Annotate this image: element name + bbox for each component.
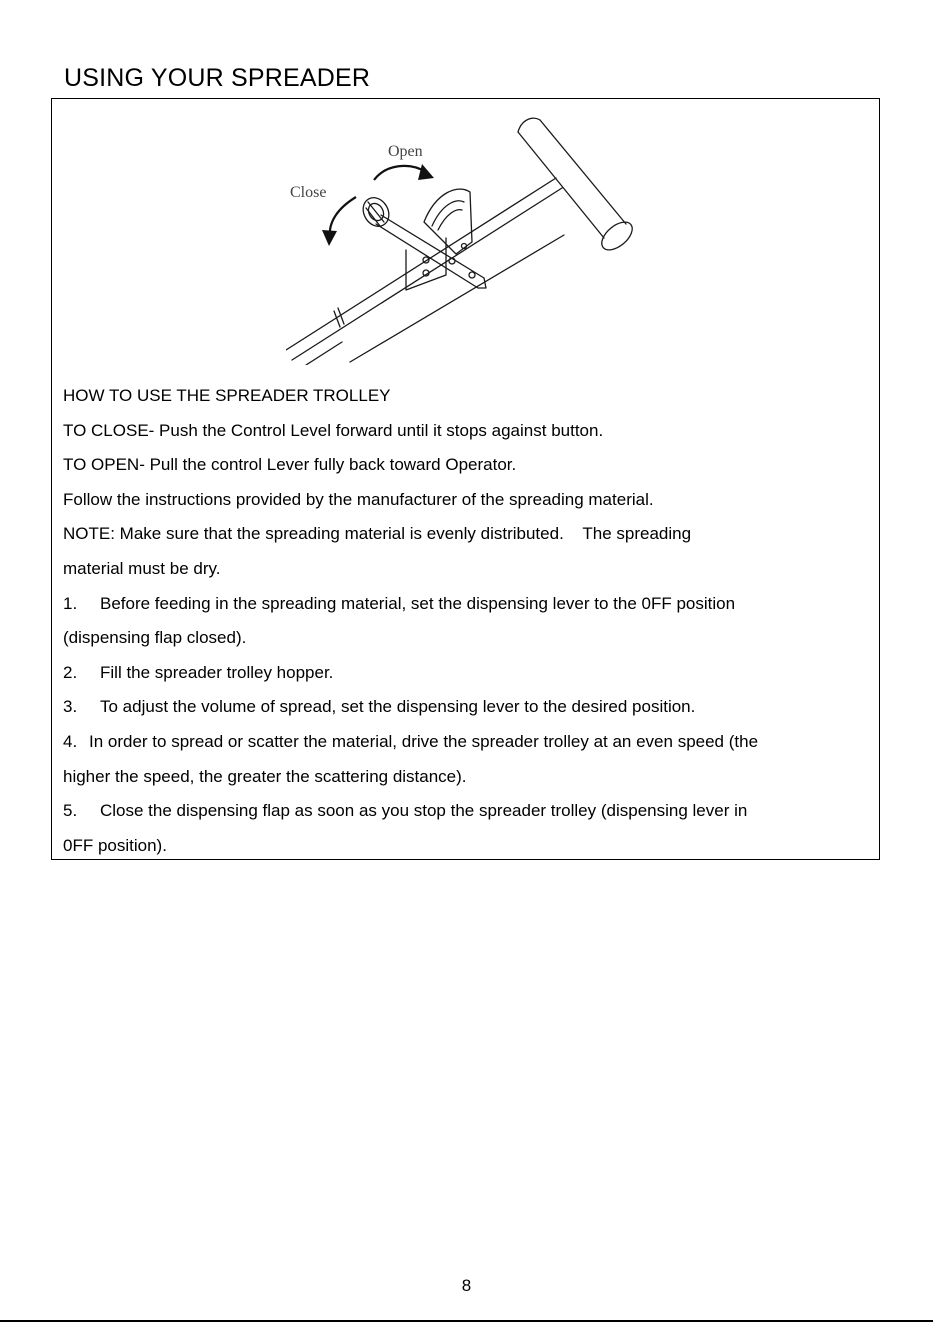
step-5-continued: 0FF position).	[63, 835, 167, 855]
close-label: Close	[290, 184, 327, 201]
footer-divider	[0, 1320, 933, 1322]
step-1	[63, 587, 875, 622]
instructions-text	[63, 379, 875, 863]
step-5-text: Close the dispensing flap as soon as you stop the spreader trolley (dispensing lever in	[100, 801, 748, 821]
follow-instruction: Follow the instructions provided by the manufacturer of the spreading material.	[63, 489, 654, 509]
open-label: Open	[388, 143, 423, 160]
step-2	[63, 656, 875, 691]
step-5-number: 5.	[63, 801, 78, 821]
step-4-continued: higher the speed, the greater the scattering distance).	[63, 766, 467, 786]
note-line-2: material must be dry.	[63, 558, 221, 578]
to-close-instruction: TO CLOSE- Push the Control Level forward until it stops against button.	[63, 420, 604, 440]
page-title: USING YOUR SPREADER	[64, 64, 371, 92]
step-3-text: To adjust the volume of spread, set the dispensing lever to the desired position.	[100, 697, 696, 717]
step-2-text: Fill the spreader trolley hopper.	[100, 662, 334, 682]
step-4-number: 4.	[63, 731, 78, 751]
step-3-number: 3.	[63, 697, 78, 717]
instructions-heading: HOW TO USE THE SPREADER TROLLEY	[63, 386, 391, 405]
step-2-number: 2.	[63, 662, 78, 682]
step-3	[63, 690, 875, 725]
to-open-instruction: TO OPEN- Pull the control Lever fully back toward Operator.	[63, 455, 517, 475]
step-1-number: 1.	[63, 593, 78, 613]
step-5	[63, 794, 875, 829]
step-1-text: Before feeding in the spreading material, set the dispensing lever to the 0FF position	[100, 593, 736, 613]
step-4	[63, 725, 875, 760]
page-number: 8	[461, 1276, 472, 1295]
note-line-1: NOTE: Make sure that the spreading material is evenly distributed. The spreading	[63, 524, 692, 544]
step-1-continued: (dispensing flap closed).	[63, 628, 247, 648]
spreader-handle-drawing	[286, 110, 646, 365]
step-4-text: In order to spread or scatter the material, drive the spreader trolley at an even speed (the	[89, 731, 759, 751]
spreader-handle-illustration	[286, 110, 646, 365]
